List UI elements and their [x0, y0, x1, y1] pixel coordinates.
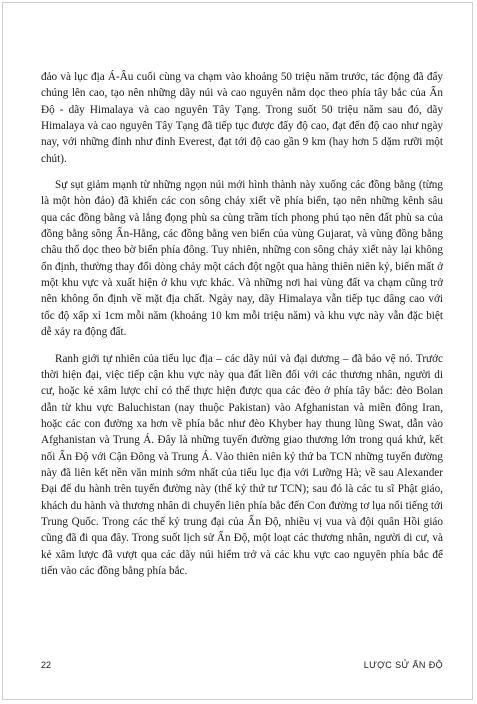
page-number: 22 [41, 660, 52, 670]
paragraph-2: Sự sụt giảm mạnh từ những ngọn núi mới hình thành này xuống các đồng bằng (từng là một hòn đảo) đã khiến các con sông chảy xiết về phía biển, tạo nên những kênh sâu qua các đồng bằng và lắng đọng phù sa cùng trầm tích phong phú tạo nên đất phù sa của đồng bằng sông Ấn-Hằng, các đồng bằng ven biển của vùng Gujarat, và vùng đồng bằng châu thổ dọc theo bờ biển phía đông. Tuy nhiên, những con sông chảy xiết này lại không ổn định, thường thay đổi dòng chảy một cách đột ngột qua hàng thiên niên kỷ, biến mất ở một khu vực và xuất hiện ở khu vực khác. Và những nơi hai vùng đất va chạm cũng trở nên không ổn định về mặt địa chất. Ngày nay, dãy Himalaya vẫn tiếp tục dâng cao với tốc độ xấp xỉ 1cm mỗi năm (khoảng 10 km mỗi triệu năm) và khu vực này vẫn đặc biệt dễ xảy ra động đất. [41, 179, 443, 339]
paragraph-3: Ranh giới tự nhiên của tiểu lục địa – các dãy núi và đại dương – đã bảo vệ nó. Trước thời hiện đại, việc tiếp cận khu vực này qua đất liền đối với các thương nhân, người di cư, hoặc kẻ xâm lược chỉ có thể thực hiện được qua các đèo ở phía tây bắc: đèo Bolan dẫn từ khu vực Baluchistan (nay thuộc Pakistan) vào Afghanistan và miền đông Iran, hoặc các con đường xa hơn về phía bắc như đèo Khyber hay thung lũng Swat, dẫn vào Afghanistan và Trung Á. Đây là những tuyến đường giao thương lớn trong quá khứ, kết nối Ấn Độ với Cận Đông và Trung Á. Vào thiên niên kỷ thứ ba TCN những tuyến đường này đã liên kết nền văn minh sớm nhất của tiểu lục địa với Lưỡng Hà; về sau Alexander Đại đế du hành trên tuyến đường này (thế kỷ thứ tư TCN); sau đó là các tu sĩ Phật giáo, khách du hành và thương nhân di chuyển liên phía bắc đến Con đường tơ lụa nối tiếng tới Trung Quốc. Trong các thế kỷ trung đại của Ấn Độ, nhiều vị vua và đội quân Hồi giáo cũng đã đi qua đây. Trong suốt lịch sử Ấn Độ, một loạt các thương nhân, người di cư, và kẻ xâm lược đã vượt qua các dãy núi hiểm trở và các khu vực cao nguyên phía bắc để tiến vào các đồng bằng phía bắc. [41, 352, 443, 577]
page-footer [41, 660, 443, 674]
book-page [2, 2, 473, 700]
running-title: LƯỢC SỬ ẤN ĐỘ [363, 660, 443, 670]
body-text [41, 69, 443, 589]
paragraph-1: đảo và lục địa Á-Âu cuối cùng va chạm vào khoảng 50 triệu năm trước, tác động đã đẩy chúng lên cao, tạo nên những dãy núi và cao nguyên nằm dọc theo phía tây bắc của Ấn Độ - dãy Himalaya và cao nguyên Tây Tạng. Trong suốt 50 triệu năm sau đó, dãy Himalaya và cao nguyên Tây Tạng đã tiếp tục được đẩy độ cao, đạt đến độ cao như ngày nay, với những đỉnh như đỉnh Everest, đạt tới độ cao gần 9 km (hay hơn 5 dặm rưỡi một chút). [41, 71, 443, 165]
